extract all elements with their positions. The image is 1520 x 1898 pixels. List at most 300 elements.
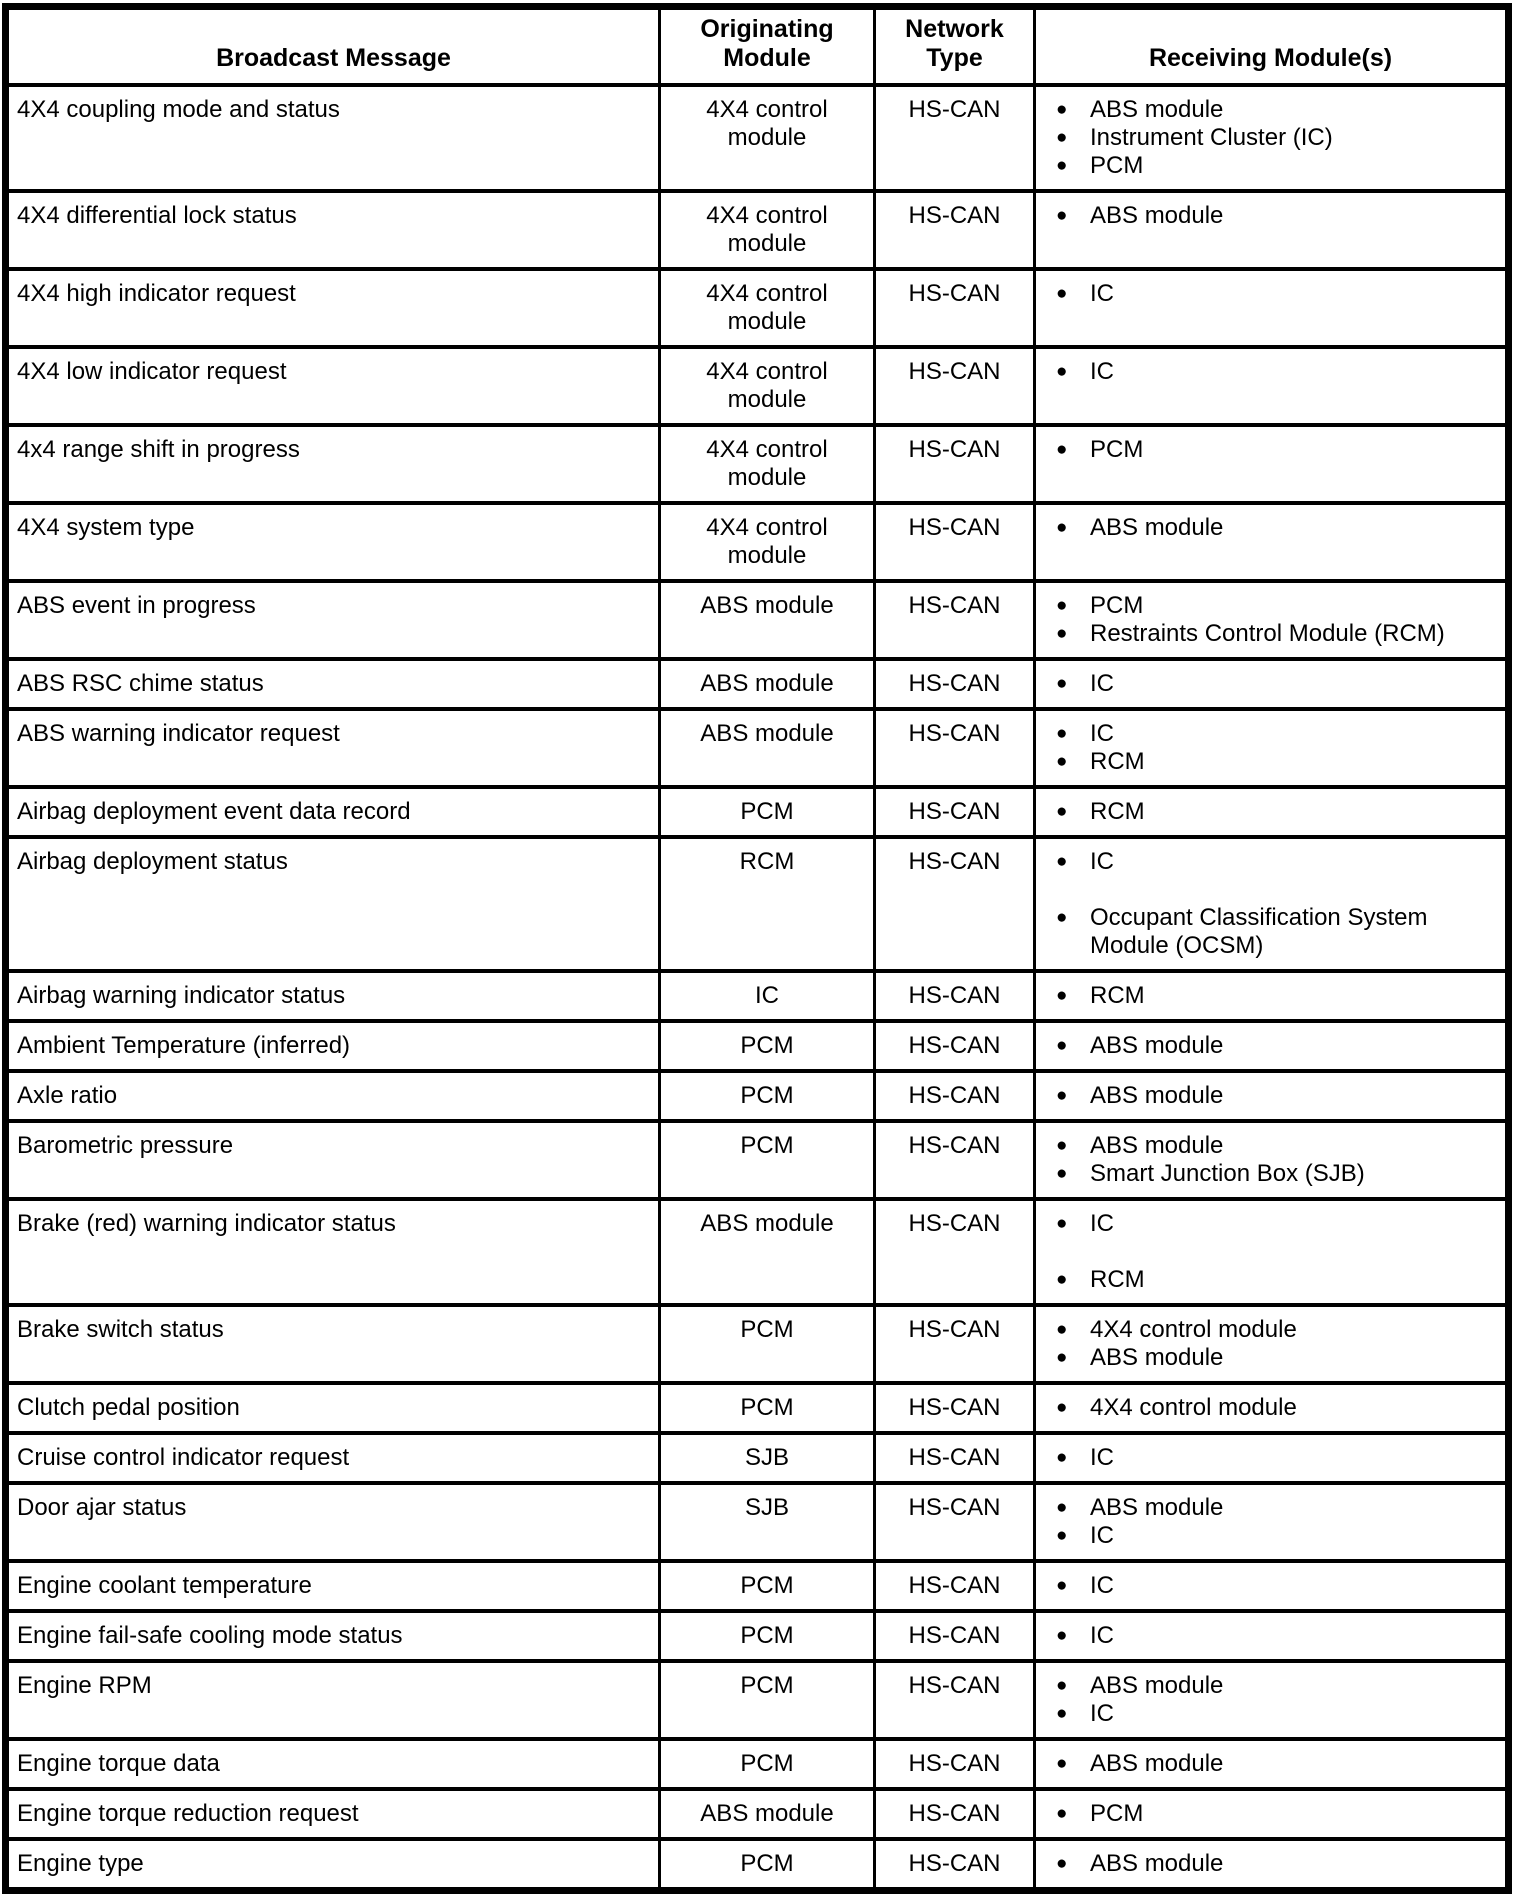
table-row: [9, 189, 1505, 267]
receiving-module-label: ABS module: [1090, 1672, 1224, 1699]
originating-module-cell: [661, 583, 876, 657]
table-row: [9, 1481, 1505, 1559]
bullet-icon: ●: [1056, 1269, 1068, 1290]
originating-module-cell: [661, 505, 876, 579]
bullet-icon: ●: [1056, 751, 1068, 772]
table-row: [9, 501, 1505, 579]
receiving-module-label: ABS module: [1090, 1132, 1224, 1159]
receiving-modules-cell: [1036, 1485, 1505, 1559]
broadcast-message-cell: [9, 1563, 661, 1609]
bullet-icon: ●: [1056, 1163, 1068, 1184]
bullet-icon: ●: [1056, 1525, 1068, 1546]
broadcast-message-cell: [9, 1385, 661, 1431]
broadcast-message-text: Brake switch status: [17, 1316, 224, 1343]
receiving-module-label: ABS module: [1090, 1750, 1224, 1777]
originating-module-text: IC: [755, 982, 779, 1009]
originating-module-cell: [661, 349, 876, 423]
originating-module-cell: [661, 1435, 876, 1481]
network-type-text: HS-CAN: [908, 1082, 1001, 1109]
broadcast-message-cell: [9, 1435, 661, 1481]
originating-module-text: PCM: [740, 1672, 794, 1699]
network-type-text: HS-CAN: [908, 1316, 1001, 1343]
originating-module-text: SJB: [744, 1444, 789, 1471]
broadcast-message-cell: [9, 193, 661, 267]
receiving-module-label: IC: [1090, 848, 1114, 875]
receiving-module-item: [1056, 798, 1497, 826]
receiving-module-item: [1056, 1850, 1497, 1878]
broadcast-message-text: Engine coolant temperature: [17, 1572, 312, 1599]
network-type-cell: [876, 1741, 1036, 1787]
broadcast-message-cell: [9, 1791, 661, 1837]
receiving-module-label: IC: [1090, 280, 1114, 307]
originating-module-text: PCM: [740, 1394, 794, 1421]
receiving-module-item: [1056, 1032, 1497, 1060]
receiving-module-label: PCM: [1090, 152, 1144, 179]
receiving-module-item: [1056, 1522, 1497, 1550]
bullet-icon: ●: [1056, 985, 1068, 1006]
table-row: [9, 969, 1505, 1019]
network-type-text: HS-CAN: [908, 1572, 1001, 1599]
originating-module-cell: [661, 1123, 876, 1197]
receiving-module-label: RCM: [1090, 798, 1145, 825]
receiving-module-label: IC: [1090, 1210, 1114, 1237]
broadcast-message-cell: [9, 1073, 661, 1119]
broadcast-message-cell: [9, 349, 661, 423]
broadcast-message-cell: [9, 1023, 661, 1069]
originating-module-cell: [661, 1563, 876, 1609]
broadcast-message-cell: [9, 973, 661, 1019]
header-broadcast-message-label: Broadcast Message: [216, 44, 451, 72]
network-type-text: HS-CAN: [908, 96, 1001, 123]
originating-module-text: ABS module: [700, 1800, 834, 1827]
network-type-text: HS-CAN: [908, 848, 1001, 875]
receiving-modules-cell: [1036, 349, 1505, 423]
receiving-modules-cell: [1036, 1563, 1505, 1609]
receiving-module-item: [1056, 96, 1497, 124]
receiving-module-item: [1056, 1622, 1497, 1650]
receiving-module-label: IC: [1090, 1522, 1114, 1549]
receiving-module-item: [1056, 620, 1497, 648]
network-type-cell: [876, 1563, 1036, 1609]
receiving-modules-cell: [1036, 711, 1505, 785]
originating-module-cell: [661, 973, 876, 1019]
receiving-module-item: [1056, 1750, 1497, 1778]
originating-module-text: PCM: [740, 1750, 794, 1777]
broadcast-message-text: ABS warning indicator request: [17, 720, 340, 747]
broadcast-message-cell: [9, 1841, 661, 1887]
bullet-icon: ●: [1056, 1035, 1068, 1056]
receiving-modules-cell: [1036, 1613, 1505, 1659]
receiving-module-label: RCM: [1090, 1266, 1145, 1293]
broadcast-message-text: 4X4 high indicator request: [17, 280, 296, 307]
network-type-text: HS-CAN: [908, 436, 1001, 463]
table-row: [9, 1787, 1505, 1837]
originating-module-text: ABS module: [700, 720, 834, 747]
originating-module-text: PCM: [740, 1082, 794, 1109]
bullet-icon: ●: [1056, 1703, 1068, 1724]
receiving-modules-cell: [1036, 661, 1505, 707]
receiving-module-item: [1056, 1160, 1497, 1188]
bullet-icon: ●: [1056, 283, 1068, 304]
network-type-cell: [876, 1123, 1036, 1197]
bullet-icon: ●: [1056, 851, 1068, 872]
receiving-module-label: IC: [1090, 1700, 1114, 1727]
network-type-cell: [876, 973, 1036, 1019]
broadcast-message-text: Cruise control indicator request: [17, 1444, 350, 1471]
broadcast-message-text: Ambient Temperature (inferred): [17, 1032, 351, 1059]
broadcast-message-text: Engine torque data: [17, 1750, 220, 1777]
originating-module-text: PCM: [740, 1622, 794, 1649]
broadcast-message-text: ABS event in progress: [17, 592, 256, 619]
header-receiving-modules-label: Receiving Module(s): [1148, 44, 1393, 72]
table-row: [9, 1659, 1505, 1737]
receiving-module-label: IC: [1090, 358, 1114, 385]
network-type-cell: [876, 1201, 1036, 1303]
bullet-icon: ●: [1056, 595, 1068, 616]
bullet-icon: ●: [1056, 1213, 1068, 1234]
network-type-text: HS-CAN: [908, 358, 1001, 385]
network-type-text: HS-CAN: [908, 1132, 1001, 1159]
receiving-module-label: PCM: [1090, 436, 1144, 463]
originating-module-text: 4X4 control module: [706, 280, 828, 335]
originating-module-cell: [661, 711, 876, 785]
table-row: [9, 83, 1505, 189]
bullet-icon: ●: [1056, 1575, 1068, 1596]
originating-module-cell: [661, 1307, 876, 1381]
receiving-modules-cell: [1036, 1023, 1505, 1069]
receiving-modules-cell: [1036, 1123, 1505, 1197]
originating-module-cell: [661, 1663, 876, 1737]
receiving-module-label: PCM: [1090, 1800, 1144, 1827]
receiving-module-label: Occupant Classification System Module (OCSM): [1090, 904, 1428, 959]
bullet-icon: ●: [1056, 517, 1068, 538]
broadcast-message-text: 4x4 range shift in progress: [17, 436, 300, 463]
table-row: [9, 1431, 1505, 1481]
network-type-text: HS-CAN: [908, 1494, 1001, 1521]
network-type-text: HS-CAN: [908, 670, 1001, 697]
bullet-icon: ●: [1056, 1625, 1068, 1646]
receiving-module-item: [1056, 1266, 1497, 1294]
table-row: [9, 1019, 1505, 1069]
broadcast-message-cell: [9, 839, 661, 969]
originating-module-cell: [661, 1201, 876, 1303]
broadcast-message-cell: [9, 789, 661, 835]
broadcast-message-text: Brake (red) warning indicator status: [17, 1210, 396, 1237]
originating-module-cell: [661, 789, 876, 835]
network-type-text: HS-CAN: [908, 514, 1001, 541]
receiving-module-item: [1056, 670, 1497, 698]
originating-module-text: 4X4 control module: [706, 436, 828, 491]
broadcast-message-text: ABS RSC chime status: [17, 670, 264, 697]
network-type-cell: [876, 1613, 1036, 1659]
network-type-text: HS-CAN: [908, 1672, 1001, 1699]
broadcast-message-cell: [9, 1201, 661, 1303]
receiving-module-item: [1056, 1700, 1497, 1728]
originating-module-cell: [661, 1613, 876, 1659]
table-row: [9, 707, 1505, 785]
originating-module-cell: [661, 1385, 876, 1431]
broadcast-message-text: Axle ratio: [17, 1082, 118, 1109]
receiving-module-label: PCM: [1090, 592, 1144, 619]
network-type-cell: [876, 839, 1036, 969]
header-originating-module: [661, 10, 876, 83]
receiving-module-label: ABS module: [1090, 1850, 1224, 1877]
network-type-text: HS-CAN: [908, 1444, 1001, 1471]
receiving-module-item: [1056, 1316, 1497, 1344]
bullet-icon: ●: [1056, 801, 1068, 822]
network-type-cell: [876, 1307, 1036, 1381]
network-type-cell: [876, 711, 1036, 785]
receiving-modules-cell: [1036, 1385, 1505, 1431]
network-type-cell: [876, 427, 1036, 501]
receiving-modules-cell: [1036, 505, 1505, 579]
bullet-icon: ●: [1056, 1347, 1068, 1368]
broadcast-message-cell: [9, 1741, 661, 1787]
network-type-cell: [876, 661, 1036, 707]
bullet-icon: ●: [1056, 361, 1068, 382]
receiving-module-item: [1056, 982, 1497, 1010]
receiving-module-item: [1056, 904, 1497, 960]
network-type-cell: [876, 583, 1036, 657]
originating-module-cell: [661, 1791, 876, 1837]
originating-module-cell: [661, 1023, 876, 1069]
receiving-modules-cell: [1036, 427, 1505, 501]
network-type-text: HS-CAN: [908, 1800, 1001, 1827]
table-body: [9, 83, 1505, 1887]
broadcast-message-cell: [9, 1485, 661, 1559]
receiving-module-item: [1056, 436, 1497, 464]
broadcast-message-text: Airbag deployment event data record: [17, 798, 411, 825]
broadcast-message-text: Engine type: [17, 1850, 144, 1877]
bullet-icon: ●: [1056, 623, 1068, 644]
network-type-text: HS-CAN: [908, 1750, 1001, 1777]
originating-module-text: RCM: [739, 848, 795, 875]
bullet-icon: ●: [1056, 1319, 1068, 1340]
bullet-icon: ●: [1056, 1397, 1068, 1418]
receiving-module-item: [1056, 1394, 1497, 1422]
header-broadcast-message: [9, 10, 661, 83]
originating-module-cell: [661, 1741, 876, 1787]
originating-module-text: 4X4 control module: [706, 514, 828, 569]
receiving-modules-cell: [1036, 1663, 1505, 1737]
originating-module-text: PCM: [740, 1316, 794, 1343]
receiving-module-item: [1056, 202, 1497, 230]
network-type-cell: [876, 505, 1036, 579]
network-type-cell: [876, 1073, 1036, 1119]
receiving-module-item: [1056, 1210, 1497, 1238]
broadcast-message-cell: [9, 1123, 661, 1197]
receiving-module-label: RCM: [1090, 748, 1145, 775]
receiving-module-item: [1056, 1494, 1497, 1522]
network-type-text: HS-CAN: [908, 592, 1001, 619]
bullet-icon: ●: [1056, 155, 1068, 176]
table-row: [9, 1381, 1505, 1431]
broadcast-message-text: Door ajar status: [17, 1494, 187, 1521]
receiving-module-item: [1056, 720, 1497, 748]
receiving-module-label: IC: [1090, 1572, 1114, 1599]
bullet-icon: ●: [1056, 127, 1068, 148]
receiving-module-label: Restraints Control Module (RCM): [1090, 620, 1445, 647]
receiving-module-label: Instrument Cluster (IC): [1090, 124, 1333, 151]
network-type-text: HS-CAN: [908, 202, 1001, 229]
receiving-modules-cell: [1036, 789, 1505, 835]
bullet-icon: ●: [1056, 1853, 1068, 1874]
receiving-module-item: [1056, 848, 1497, 876]
network-type-cell: [876, 193, 1036, 267]
bullet-gap: [1056, 876, 1497, 904]
broadcast-message-text: Clutch pedal position: [17, 1394, 240, 1421]
bullet-icon: ●: [1056, 1447, 1068, 1468]
bullet-icon: ●: [1056, 723, 1068, 744]
receiving-module-label: ABS module: [1090, 1082, 1224, 1109]
network-type-cell: [876, 1791, 1036, 1837]
broadcast-message-text: Airbag deployment status: [17, 848, 288, 875]
table-row: [9, 1609, 1505, 1659]
receiving-modules-cell: [1036, 839, 1505, 969]
header-network-type: [876, 10, 1036, 83]
receiving-module-item: [1056, 1132, 1497, 1160]
originating-module-text: ABS module: [700, 670, 834, 697]
bullet-icon: ●: [1056, 673, 1068, 694]
receiving-module-item: [1056, 1082, 1497, 1110]
receiving-modules-cell: [1036, 973, 1505, 1019]
network-type-cell: [876, 1385, 1036, 1431]
network-type-cell: [876, 349, 1036, 423]
receiving-modules-cell: [1036, 1435, 1505, 1481]
receiving-modules-cell: [1036, 271, 1505, 345]
originating-module-text: PCM: [740, 1850, 794, 1877]
header-originating-module-label: Originating Module: [700, 15, 834, 72]
receiving-module-label: 4X4 control module: [1090, 1316, 1297, 1343]
broadcast-message-cell: [9, 1307, 661, 1381]
bullet-icon: ●: [1056, 1497, 1068, 1518]
broadcast-message-cell: [9, 1613, 661, 1659]
network-type-cell: [876, 1663, 1036, 1737]
originating-module-cell: [661, 1841, 876, 1887]
bullet-icon: ●: [1056, 205, 1068, 226]
receiving-module-label: 4X4 control module: [1090, 1394, 1297, 1421]
table-row: [9, 1197, 1505, 1303]
bullet-icon: ●: [1056, 907, 1068, 928]
network-type-text: HS-CAN: [908, 1210, 1001, 1237]
receiving-module-label: RCM: [1090, 982, 1145, 1009]
bullet-icon: ●: [1056, 99, 1068, 120]
receiving-module-label: ABS module: [1090, 1344, 1224, 1371]
receiving-module-label: IC: [1090, 670, 1114, 697]
network-type-text: HS-CAN: [908, 798, 1001, 825]
receiving-module-label: ABS module: [1090, 1494, 1224, 1521]
receiving-module-item: [1056, 592, 1497, 620]
broadcast-message-text: Engine fail-safe cooling mode status: [17, 1622, 403, 1649]
network-type-text: HS-CAN: [908, 1394, 1001, 1421]
originating-module-text: PCM: [740, 798, 794, 825]
broadcast-message-cell: [9, 661, 661, 707]
table-row: [9, 835, 1505, 969]
network-type-cell: [876, 1485, 1036, 1559]
receiving-module-item: [1056, 514, 1497, 542]
table-row: [9, 785, 1505, 835]
table-row: [9, 1119, 1505, 1197]
network-type-text: HS-CAN: [908, 1622, 1001, 1649]
bullet-icon: ●: [1056, 1753, 1068, 1774]
broadcast-message-text: Engine torque reduction request: [17, 1800, 359, 1827]
receiving-module-label: Smart Junction Box (SJB): [1090, 1160, 1365, 1187]
receiving-module-item: [1056, 1800, 1497, 1828]
receiving-modules-cell: [1036, 583, 1505, 657]
broadcast-message-text: 4X4 system type: [17, 514, 195, 541]
receiving-module-item: [1056, 1344, 1497, 1372]
receiving-module-item: [1056, 152, 1497, 180]
broadcast-message-cell: [9, 87, 661, 189]
bullet-icon: ●: [1056, 1675, 1068, 1696]
table-header-row: [9, 10, 1505, 83]
network-type-cell: [876, 1841, 1036, 1887]
originating-module-cell: [661, 661, 876, 707]
network-type-text: HS-CAN: [908, 1850, 1001, 1877]
receiving-module-label: IC: [1090, 1622, 1114, 1649]
broadcast-message-cell: [9, 711, 661, 785]
originating-module-cell: [661, 193, 876, 267]
originating-module-text: 4X4 control module: [706, 202, 828, 257]
bullet-icon: ●: [1056, 439, 1068, 460]
receiving-module-item: [1056, 1672, 1497, 1700]
receiving-module-item: [1056, 748, 1497, 776]
network-type-cell: [876, 1023, 1036, 1069]
originating-module-text: PCM: [740, 1132, 794, 1159]
receiving-module-label: ABS module: [1090, 202, 1224, 229]
receiving-modules-cell: [1036, 1073, 1505, 1119]
originating-module-text: 4X4 control module: [706, 358, 828, 413]
header-network-type-label: Network Type: [905, 15, 1004, 72]
table-row: [9, 1303, 1505, 1381]
receiving-module-label: ABS module: [1090, 1032, 1224, 1059]
broadcast-message-cell: [9, 1663, 661, 1737]
receiving-module-label: IC: [1090, 1444, 1114, 1471]
receiving-modules-cell: [1036, 1741, 1505, 1787]
originating-module-cell: [661, 839, 876, 969]
originating-module-cell: [661, 427, 876, 501]
broadcast-message-text: 4X4 low indicator request: [17, 358, 287, 385]
originating-module-text: SJB: [744, 1494, 789, 1521]
broadcast-message-cell: [9, 427, 661, 501]
table-row: [9, 1559, 1505, 1609]
network-type-cell: [876, 789, 1036, 835]
receiving-modules-cell: [1036, 1791, 1505, 1837]
originating-module-cell: [661, 271, 876, 345]
bullet-icon: ●: [1056, 1135, 1068, 1156]
broadcast-message-cell: [9, 583, 661, 657]
network-type-cell: [876, 271, 1036, 345]
bullet-icon: ●: [1056, 1803, 1068, 1824]
receiving-module-item: [1056, 1444, 1497, 1472]
bullet-gap: [1056, 1238, 1497, 1266]
broadcast-message-text: Barometric pressure: [17, 1132, 234, 1159]
originating-module-text: ABS module: [700, 1210, 834, 1237]
originating-module-cell: [661, 1485, 876, 1559]
bullet-icon: ●: [1056, 1085, 1068, 1106]
originating-module-cell: [661, 87, 876, 189]
receiving-modules-cell: [1036, 1201, 1505, 1303]
network-type-text: HS-CAN: [908, 720, 1001, 747]
receiving-module-item: [1056, 358, 1497, 386]
receiving-module-item: [1056, 1572, 1497, 1600]
broadcast-message-cell: [9, 271, 661, 345]
header-receiving-modules: [1036, 10, 1505, 83]
originating-module-text: PCM: [740, 1572, 794, 1599]
table-row: [9, 1837, 1505, 1887]
receiving-modules-cell: [1036, 87, 1505, 189]
broadcast-message-text: Airbag warning indicator status: [17, 982, 346, 1009]
